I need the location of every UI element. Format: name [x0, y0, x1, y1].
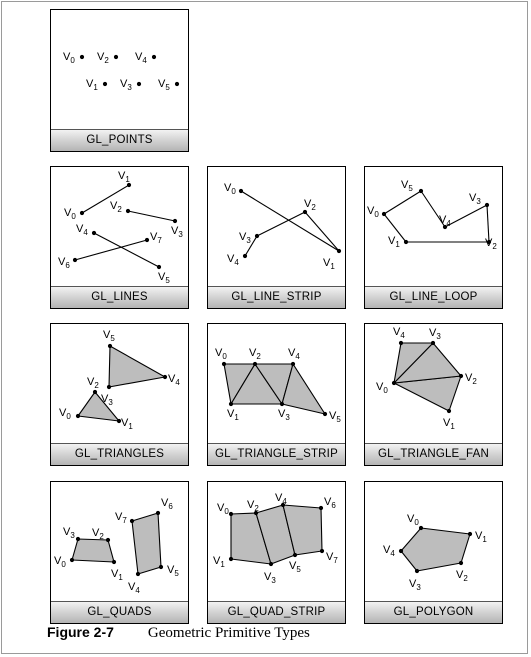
vertex-label: $V_5$ — [289, 560, 301, 574]
vertex-dot — [93, 390, 97, 394]
vertex-label: $V_4$ — [168, 373, 180, 387]
panel-points — [50, 9, 189, 152]
vertex-dot — [126, 209, 130, 213]
vertex-label: $V_1$ — [323, 257, 335, 271]
vertex-dot — [399, 549, 403, 553]
vertex-dot — [419, 526, 423, 530]
vertex-dot — [319, 506, 323, 510]
vertex-label: $V_1$ — [213, 555, 225, 569]
panel-triangle-strip-drawing — [208, 324, 344, 444]
panel-lines — [50, 166, 189, 309]
vertex-label: $V_4$ — [76, 223, 88, 237]
vertex-dot — [106, 538, 110, 542]
panel-triangles-drawing — [51, 324, 187, 444]
panel-line-strip — [207, 166, 346, 309]
vertex-label: $V_2$ — [247, 499, 259, 513]
line-segment — [128, 211, 175, 221]
vertex-dot — [152, 55, 156, 59]
panel-triangle-fan-drawing — [365, 324, 501, 444]
panel-label-points: GL_POINTS — [51, 129, 188, 151]
vertex-label: $V_6$ — [324, 496, 336, 510]
triangle — [78, 392, 119, 421]
vertex-dot — [399, 341, 403, 345]
vertex-dot — [459, 374, 463, 378]
vertex-dot — [392, 381, 396, 385]
panel-triangles — [50, 323, 189, 466]
line-segment — [305, 212, 339, 251]
vertex-label: $V_1$ — [86, 78, 98, 92]
vertex-dot — [415, 569, 419, 573]
vertex-label: $V_1$ — [111, 568, 123, 582]
vertex-dot — [229, 512, 233, 516]
vertex-label: $V_4$ — [227, 253, 239, 267]
panel-line-loop-drawing — [365, 167, 501, 287]
vertex-label: $V_2$ — [97, 51, 109, 65]
panel-line-loop — [364, 166, 503, 309]
panel-label-polygon: GL_POLYGON — [365, 601, 502, 623]
vertex-label: $V_4$ — [128, 581, 140, 595]
vertex-dot — [112, 560, 116, 564]
vertex-label: $V_3$ — [429, 327, 441, 341]
vertex-label: $V_0$ — [376, 381, 388, 395]
panel-line-strip-drawing — [208, 167, 344, 287]
vertex-dot — [459, 561, 463, 565]
vertex-label: $V_4$ — [393, 326, 405, 340]
vertex-dot — [243, 254, 247, 258]
vertex-dot — [137, 82, 141, 86]
triangle — [109, 346, 165, 387]
panel-label-quad-strip: GL_QUAD_STRIP — [208, 601, 345, 623]
vertex-dot — [382, 212, 386, 216]
vertex-label: $V_2$ — [249, 347, 261, 361]
vertex-label: $V_6$ — [58, 256, 70, 270]
panel-triangle-fan — [364, 323, 503, 466]
figure-caption — [47, 624, 310, 642]
line-segment — [384, 191, 421, 214]
vertex-dot — [269, 562, 273, 566]
vertex-dot — [253, 362, 257, 366]
vertex-label: $V_5$ — [401, 179, 413, 193]
vertex-dot — [255, 234, 259, 238]
vertex-dot — [303, 210, 307, 214]
panel-label-triangle-fan: GL_TRIANGLE_FAN — [365, 443, 502, 465]
vertex-dot — [136, 572, 140, 576]
vertex-dot — [431, 341, 435, 345]
panel-label-triangles: GL_TRIANGLES — [51, 443, 188, 465]
vertex-dot — [320, 549, 324, 553]
vertex-label: $V_1$ — [118, 170, 130, 184]
vertex-dot — [114, 55, 118, 59]
panel-polygon — [364, 481, 503, 624]
vertex-label: $V_0$ — [367, 205, 379, 219]
vertex-label: $V_2$ — [110, 200, 122, 214]
line-segment — [82, 185, 129, 213]
vertex-dot — [159, 565, 163, 569]
quad — [132, 513, 161, 574]
vertex-label: $V_4$ — [439, 214, 451, 228]
vertex-label: $V_3$ — [63, 526, 75, 540]
vertex-label: $V_0$ — [224, 182, 236, 196]
vertex-label: $V_3$ — [120, 78, 132, 92]
vertex-label: $V_3$ — [409, 578, 421, 592]
vertex-dot — [229, 557, 233, 561]
vertex-label: $V_4$ — [383, 544, 395, 558]
figure-number: Figure 2-7 — [47, 624, 114, 640]
vertex-label: $V_1$ — [388, 235, 400, 249]
panel-quads-drawing — [51, 482, 187, 602]
vertex-dot — [76, 414, 80, 418]
vertex-dot — [447, 409, 451, 413]
vertex-dot — [404, 240, 408, 244]
vertex-label: $V_6$ — [161, 497, 173, 511]
vertex-dot — [419, 189, 423, 193]
vertex-label: $V_5$ — [158, 271, 170, 285]
vertex-label: $V_0$ — [217, 502, 229, 516]
panel-quad-strip — [207, 481, 346, 624]
vertex-label: $V_0$ — [59, 407, 71, 421]
vertex-dot — [222, 362, 226, 366]
vertex-label: $V_2$ — [87, 376, 99, 390]
vertex-label: $V_4$ — [275, 492, 287, 506]
vertex-dot — [229, 402, 233, 406]
vertex-label: $V_3$ — [171, 225, 183, 239]
vertex-dot — [70, 558, 74, 562]
vertex-dot — [80, 55, 84, 59]
vertex-dot — [173, 219, 177, 223]
vertex-label: $V_0$ — [63, 51, 75, 65]
panel-points-drawing — [51, 10, 187, 130]
vertex-label: $V_3$ — [469, 192, 481, 206]
vertex-dot — [130, 519, 134, 523]
panel-polygon-drawing — [365, 482, 501, 602]
vertex-label: $V_1$ — [121, 417, 133, 431]
vertex-dot — [107, 385, 111, 389]
vertex-dot — [175, 82, 179, 86]
vertex-dot — [468, 532, 472, 536]
panel-lines-drawing — [51, 167, 187, 287]
vertex-dot — [92, 231, 96, 235]
vertex-label: $V_3$ — [278, 408, 290, 422]
vertex-label: $V_4$ — [288, 347, 300, 361]
vertex-dot — [108, 344, 112, 348]
vertex-dot — [163, 375, 167, 379]
vertex-label: $V_3$ — [264, 571, 276, 585]
vertex-label: $V_3$ — [239, 231, 251, 245]
panel-label-line-loop: GL_LINE_LOOP — [365, 286, 502, 308]
vertex-label: $V_1$ — [443, 417, 455, 431]
vertex-dot — [76, 537, 80, 541]
vertex-dot — [73, 258, 77, 262]
vertex-dot — [293, 553, 297, 557]
quad — [72, 539, 114, 562]
vertex-label: $V_1$ — [475, 530, 487, 544]
vertex-dot — [157, 265, 161, 269]
vertex-label: $V_0$ — [64, 207, 76, 221]
vertex-label: $V_2$ — [456, 569, 468, 583]
vertex-label: $V_4$ — [135, 51, 147, 65]
vertex-label: $V_7$ — [115, 511, 127, 525]
panel-label-line-strip: GL_LINE_STRIP — [208, 286, 345, 308]
figure-title: Geometric Primitive Types — [147, 625, 310, 641]
vertex-label: $V_0$ — [54, 555, 66, 569]
panel-quads — [50, 481, 189, 624]
vertex-dot — [337, 249, 341, 253]
vertex-label: $V_5$ — [167, 564, 179, 578]
vertex-label: $V_2$ — [92, 527, 104, 541]
vertex-dot — [80, 211, 84, 215]
vertex-label: $V_5$ — [329, 410, 341, 424]
vertex-dot — [156, 511, 160, 515]
vertex-dot — [145, 238, 149, 242]
vertex-dot — [291, 362, 295, 366]
line-segment — [241, 191, 339, 251]
line-segment — [75, 240, 147, 260]
line-segment — [445, 205, 487, 227]
vertex-label: $V_2$ — [485, 237, 497, 251]
panel-label-lines: GL_LINES — [51, 286, 188, 308]
panel-label-quads: GL_QUADS — [51, 601, 188, 623]
vertex-dot — [280, 402, 284, 406]
vertex-dot — [103, 82, 107, 86]
vertex-label: $V_1$ — [227, 408, 239, 422]
panel-label-triangle-strip: GL_TRIANGLE_STRIP — [208, 443, 345, 465]
panel-triangle-strip — [207, 323, 346, 466]
vertex-dot — [239, 189, 243, 193]
vertex-dot — [323, 412, 327, 416]
vertex-label: $V_2$ — [304, 198, 316, 212]
vertex-label: $V_5$ — [158, 78, 170, 92]
vertex-label: $V_3$ — [101, 393, 113, 407]
panel-quad-strip-drawing — [208, 482, 344, 602]
vertex-label: $V_2$ — [465, 372, 477, 386]
vertex-label: $V_7$ — [150, 231, 162, 245]
vertex-dot — [485, 203, 489, 207]
vertex-label: $V_7$ — [326, 551, 338, 565]
vertex-label: $V_0$ — [215, 347, 227, 361]
vertex-label: $V_0$ — [407, 513, 419, 527]
vertex-label: $V_5$ — [103, 329, 115, 343]
